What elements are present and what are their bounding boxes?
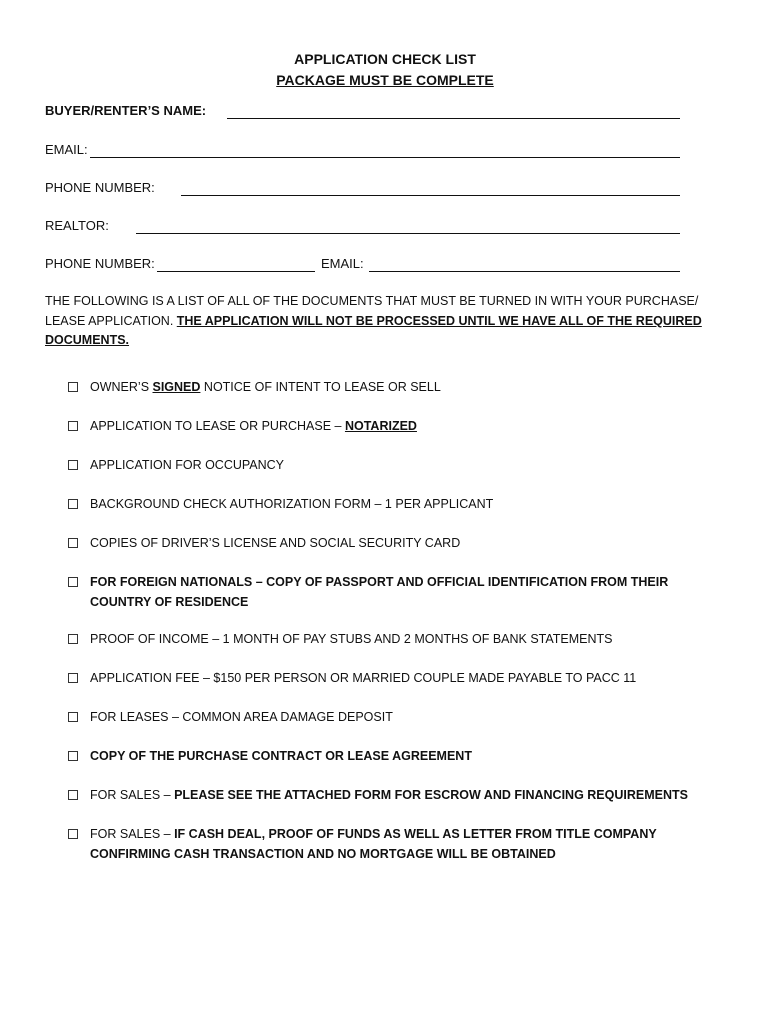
item-text-bold: FOR FOREIGN NATIONALS – COPY OF PASSPORT AND OFFICIAL IDENTIFICATION FROM THEIR COUNTRY OF RESIDENCE [90,575,669,609]
realtor-email-field[interactable] [369,256,680,272]
phone-field[interactable] [181,180,680,196]
checklist-item-label [90,629,700,649]
checkbox[interactable] [68,382,78,392]
item-emphasis: SIGNED [152,380,201,394]
item-text-bold: IF CASH DEAL, PROOF OF FUNDS AS WELL AS LETTER FROM TITLE COMPANY CONFIRMING CASH TRANSACTION AND NO MORTGAGE WILL BE OBTAINED [90,827,657,861]
item-text-prefix: OWNER’S [90,380,153,394]
checklist-item-label [90,572,700,612]
realtor-field[interactable] [136,218,680,234]
checkbox[interactable] [68,712,78,722]
buyer-name-field[interactable] [227,103,680,119]
checkbox[interactable] [68,790,78,800]
realtor-phone-label: PHONE NUMBER: [45,256,155,271]
realtor-label: REALTOR: [45,218,109,233]
item-text: FOR LEASES – COMMON AREA DAMAGE DEPOSIT [90,710,393,724]
checkbox[interactable] [68,499,78,509]
checklist-item-label [90,746,700,766]
checkbox[interactable] [68,577,78,587]
instructions-warning: THE APPLICATION WILL NOT BE PROCESSED UNTIL WE HAVE ALL OF THE REQUIRED DOCUMENTS. [45,313,702,347]
checkbox[interactable] [68,751,78,761]
checklist-item-label [90,824,700,864]
email-field[interactable] [90,142,680,158]
item-text-bold: PLEASE SEE THE ATTACHED FORM FOR ESCROW AND FINANCING REQUIREMENTS [174,788,688,802]
realtor-email-label: EMAIL: [321,256,364,271]
item-text-prefix: FOR SALES – [90,827,175,841]
phone-label: PHONE NUMBER: [45,180,155,195]
item-text: BACKGROUND CHECK AUTHORIZATION FORM – 1 PER APPLICANT [90,497,494,511]
checkbox[interactable] [68,538,78,548]
checkbox[interactable] [68,634,78,644]
item-text: APPLICATION FEE – $150 PER PERSON OR MARRIED COUPLE MADE PAYABLE TO PACC 11 [90,671,637,685]
checklist-item-label [90,785,700,805]
checklist-item-label [90,494,700,514]
checkbox[interactable] [68,421,78,431]
item-text-prefix: APPLICATION TO LEASE OR PURCHASE – [90,419,345,433]
realtor-phone-field[interactable] [157,256,315,272]
page-title: APPLICATION CHECK LIST [294,51,476,67]
checkbox[interactable] [68,829,78,839]
checklist-item-label [90,455,700,475]
buyer-name-label: BUYER/RENTER’S NAME: [45,103,207,118]
item-emphasis: NOTARIZED [344,419,417,433]
instructions-text: THE FOLLOWING IS A LIST OF ALL OF THE DOCUMENTS THAT MUST BE TURNED IN WITH YOUR PURCHASE/ LEASE APPLICATION. [45,294,699,328]
checklist-item-label [90,533,700,553]
item-text: COPIES OF DRIVER’S LICENSE AND SOCIAL SECURITY CARD [90,536,461,550]
instructions-paragraph [45,292,715,351]
checklist-item-label [90,416,700,436]
item-text-prefix: FOR SALES – [90,788,175,802]
checkbox[interactable] [68,460,78,470]
item-text-suffix: NOTICE OF INTENT TO LEASE OR SELL [200,380,441,394]
checklist-item-label [90,377,700,397]
item-text: PROOF OF INCOME – 1 MONTH OF PAY STUBS AND 2 MONTHS OF BANK STATEMENTS [90,632,613,646]
checkbox[interactable] [68,673,78,683]
checklist-item-label [90,707,700,727]
item-text-bold: COPY OF THE PURCHASE CONTRACT OR LEASE AGREEMENT [90,749,472,763]
checklist-item-label [90,668,700,688]
email-label: EMAIL: [45,142,88,157]
page-subtitle: PACKAGE MUST BE COMPLETE [276,72,494,88]
item-text: APPLICATION FOR OCCUPANCY [90,458,285,472]
